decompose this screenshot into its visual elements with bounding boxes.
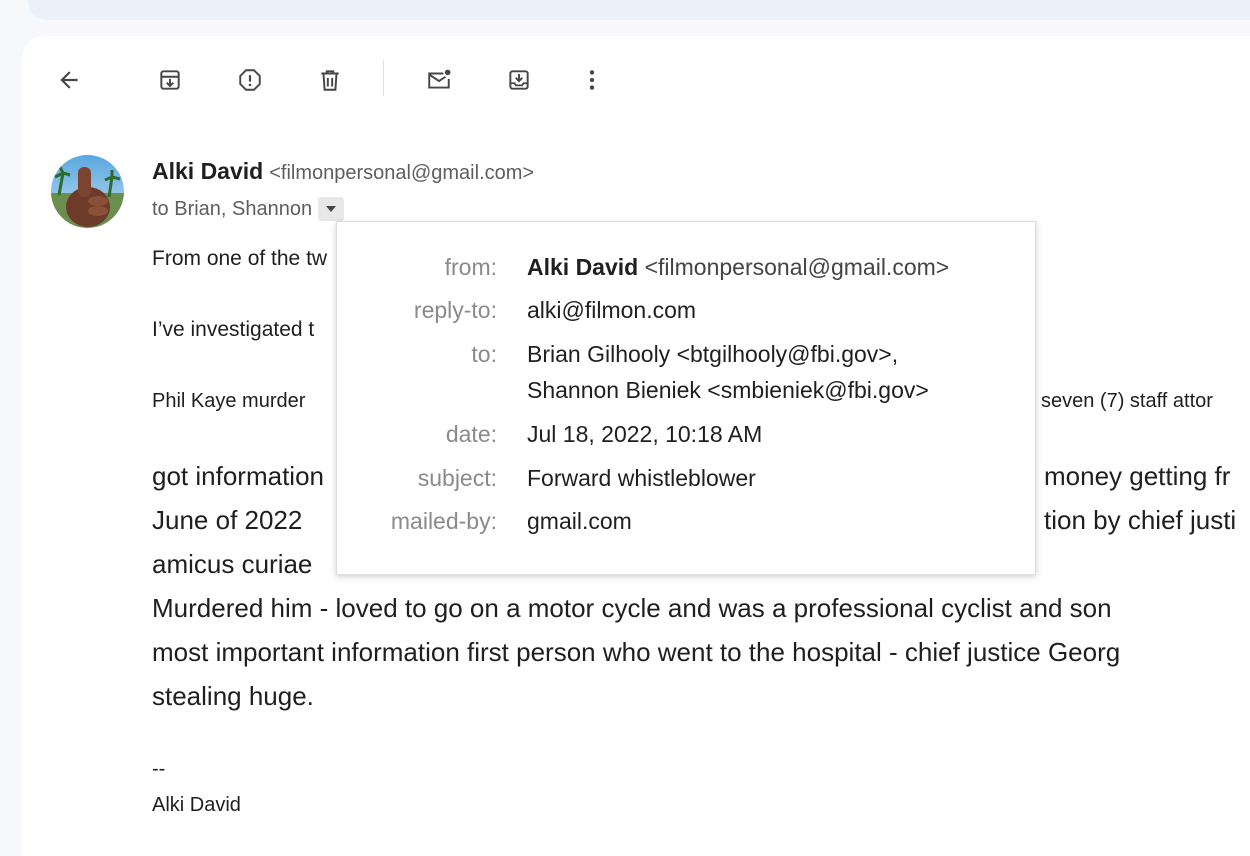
mailed-by-label: mailed-by: [390, 508, 497, 534]
body-line: got information [152, 461, 324, 491]
from-value [527, 254, 949, 281]
avatar-photo [51, 155, 124, 228]
mark-unread-button[interactable] [421, 62, 457, 98]
trash-icon [317, 67, 343, 93]
sender-line [152, 158, 534, 185]
signature-name: Alki David [152, 794, 241, 816]
more-options-button[interactable] [574, 62, 610, 98]
from-email: <filmonpersonal@gmail.com> [644, 254, 950, 280]
body-line: amicus curiae [152, 549, 313, 579]
move-to-icon [506, 67, 532, 93]
body-line: most important information first person who went to the hospital - chief justice Georg [152, 637, 1121, 667]
message-pane [22, 36, 1250, 856]
recipients-summary: to Brian, Shannon [152, 197, 313, 220]
sender-name[interactable]: Alki David [152, 158, 264, 184]
archive-button[interactable] [152, 62, 188, 98]
recipients-line [152, 197, 344, 221]
body-line: Phil Kaye murder [152, 390, 306, 412]
body-line: June of 2022 [152, 505, 303, 535]
from-label: from: [444, 254, 497, 280]
signature-separator: -- [152, 758, 166, 780]
reply-to-label: reply-to: [413, 297, 497, 323]
report-spam-icon [237, 67, 263, 93]
date-value: Jul 18, 2022, 10:18 AM [527, 421, 763, 447]
to-label: to: [471, 341, 497, 367]
message-details-popup [336, 221, 1036, 575]
body-line: Murdered him - loved to go on a motor cycle and was a professional cyclist and son [152, 593, 1112, 623]
back-button[interactable] [51, 62, 87, 98]
arrow-left-icon [56, 67, 82, 93]
body-line: From one of the tw [152, 247, 328, 270]
subject-value: Forward whistleblower [527, 465, 756, 491]
to-value-1: Brian Gilhooly <btgilhooly@fbi.gov>, [527, 341, 899, 367]
to-value-2: Shannon Bieniek <smbieniek@fbi.gov> [527, 377, 929, 403]
sender-email: <filmonpersonal@gmail.com> [269, 162, 535, 184]
mark-unread-icon [426, 67, 452, 93]
toolbar-divider [383, 60, 384, 96]
body-line: tion by chief justi [1044, 505, 1237, 535]
date-label: date: [445, 421, 497, 447]
caret-down-icon [325, 205, 337, 213]
more-vert-icon [579, 67, 605, 93]
avatar[interactable] [51, 155, 124, 228]
report-spam-button[interactable] [232, 62, 268, 98]
delete-button[interactable] [312, 62, 348, 98]
from-name: Alki David [527, 254, 639, 280]
body-line: I’ve investigated t [152, 318, 315, 341]
archive-icon [157, 67, 183, 93]
search-bar-area [28, 0, 1250, 20]
move-to-button[interactable] [501, 62, 537, 98]
body-line: stealing huge. [152, 681, 314, 711]
body-line: money getting fr [1044, 461, 1231, 491]
subject-label: subject: [417, 465, 497, 491]
mailed-by-value: gmail.com [527, 508, 632, 534]
reply-to-value: alki@filmon.com [527, 297, 697, 323]
show-details-button[interactable] [318, 197, 344, 221]
body-line: seven (7) staff attor [1041, 390, 1213, 412]
